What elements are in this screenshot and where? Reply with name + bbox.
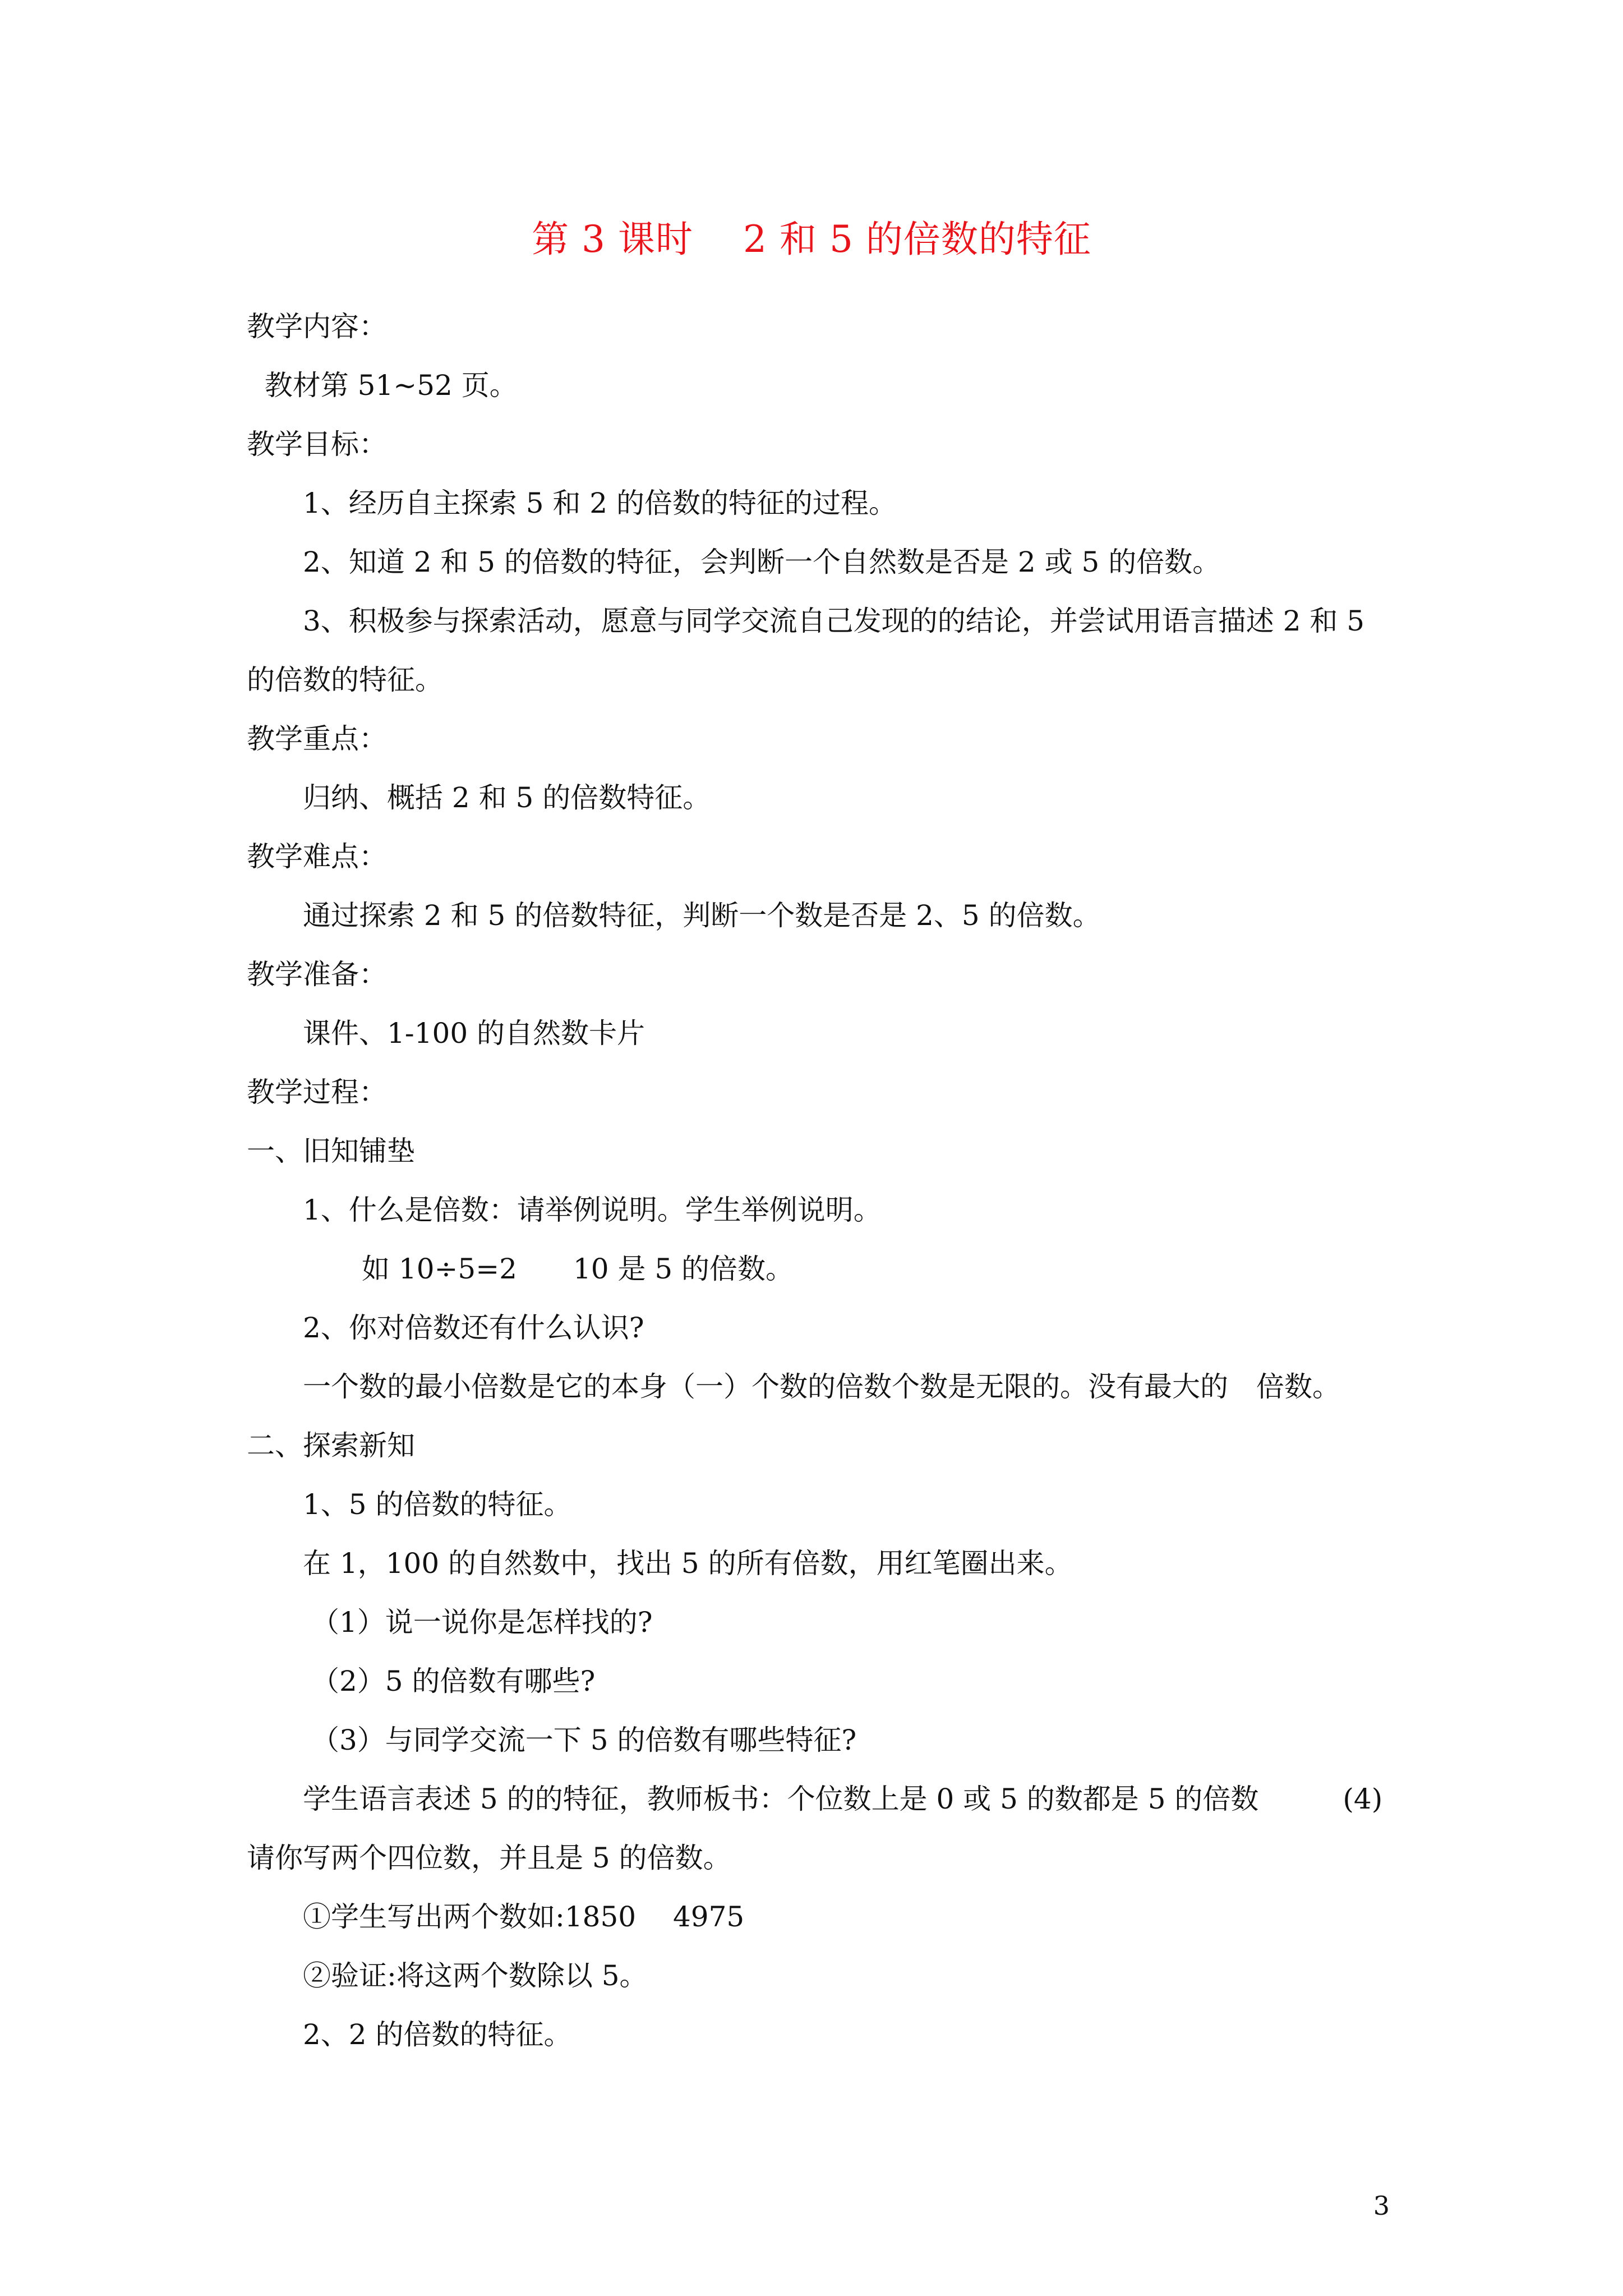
heading-difficulties: 教学难点：	[247, 840, 387, 873]
explore-question-4: 请你写两个四位数，并且是 5 的倍数。	[247, 1842, 731, 1874]
explore-step-2: ②验证:将这两个数除以 5。	[303, 1959, 648, 1992]
text-key-points: 归纳、概括 2 和 5 的倍数特征。	[303, 781, 711, 814]
review-example: 如 10÷5=2 10 是 5 的倍数。	[362, 1253, 794, 1285]
heading-preparation: 教学准备：	[247, 958, 387, 991]
objective-3-continued: 的倍数的特征。	[247, 664, 443, 696]
objective-1: 1、经历自主探索 5 和 2 的倍数的特征的过程。	[303, 487, 897, 519]
text-textbook-pages: 教材第 51~52 页。	[247, 369, 518, 402]
explore-step-1: ①学生写出两个数如:1850 4975	[303, 1901, 745, 1933]
explore-item-1: 1、5 的倍数的特征。	[303, 1488, 572, 1521]
section-explore: 二、探索新知	[247, 1429, 415, 1462]
review-answer: 一个数的最小倍数是它的本身（一）个数的倍数个数是无限的。没有最大的 倍数。	[303, 1370, 1340, 1403]
explore-item-2: 2、2 的倍数的特征。	[303, 2018, 572, 2051]
review-item-1: 1、什么是倍数：请举例说明。学生举例说明。	[303, 1194, 882, 1226]
objective-2: 2、知道 2 和 5 的倍数的特征，会判断一个自然数是否是 2 或 5 的倍数。	[303, 546, 1221, 578]
text-preparation: 课件、1-100 的自然数卡片	[303, 1017, 645, 1050]
heading-teaching-process: 教学过程：	[247, 1076, 387, 1108]
section-review: 一、旧知铺垫	[247, 1135, 415, 1167]
page-number: 3	[1373, 2191, 1390, 2221]
explore-summary: 学生语言表述 5 的的特征，教师板书：个位数上是 0 或 5 的数都是 5 的倍数 (4)	[303, 1783, 1383, 1815]
explore-question-3: （3）与同学交流一下 5 的倍数有哪些特征?	[311, 1724, 857, 1756]
heading-teaching-content: 教学内容：	[247, 310, 387, 343]
heading-key-points: 教学重点：	[247, 723, 387, 755]
explore-task: 在 1，100 的自然数中，找出 5 的所有倍数，用红笔圈出来。	[303, 1547, 1073, 1580]
review-item-2: 2、你对倍数还有什么认识?	[303, 1312, 644, 1344]
objective-3: 3、积极参与探索活动，愿意与同学交流自己发现的的结论，并尝试用语言描述 2 和 5	[303, 605, 1365, 637]
explore-question-2: （2）5 的倍数有哪些?	[311, 1665, 596, 1697]
heading-teaching-objectives: 教学目标：	[247, 428, 387, 461]
explore-question-1: （1）说一说你是怎样找的?	[311, 1606, 653, 1639]
text-difficulties: 通过探索 2 和 5 的倍数特征，判断一个数是否是 2、5 的倍数。	[303, 899, 1101, 932]
lesson-title: 第 3 课时 2 和 5 的倍数的特征	[532, 218, 1091, 261]
